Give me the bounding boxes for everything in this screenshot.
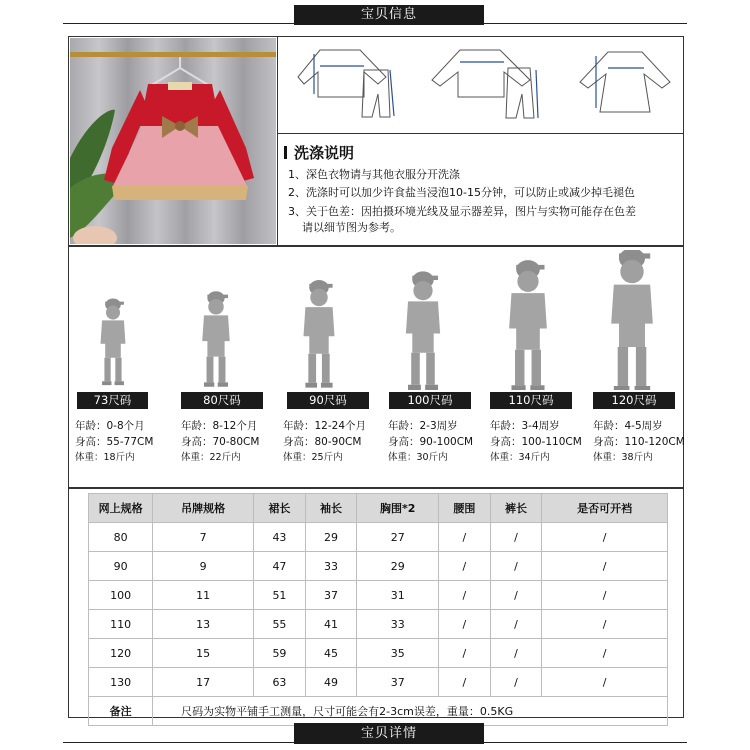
table-cell: 29 — [357, 552, 439, 581]
table-cell: 11 — [153, 581, 254, 610]
child-silhouettes — [70, 250, 682, 390]
section-title-details: 宝贝详情 — [294, 723, 484, 744]
table-cell: 35 — [357, 639, 439, 668]
table-header: 腰围 — [439, 494, 491, 523]
table-cell: 7 — [153, 523, 254, 552]
table-cell: / — [439, 581, 491, 610]
table-cell: 31 — [357, 581, 439, 610]
table-cell: 120 — [89, 639, 153, 668]
size-tag-90: 90尺码 — [287, 392, 369, 409]
table-cell: 90 — [89, 552, 153, 581]
size-info-120: 年龄：4-5周岁 身高：110-120CM 体重：38斤内 — [593, 420, 685, 463]
table-cell: 9 — [153, 552, 254, 581]
table-cell: 17 — [153, 668, 254, 697]
table-cell: 130 — [89, 668, 153, 697]
table-cell: / — [542, 639, 668, 668]
table-cell: 33 — [305, 552, 357, 581]
table-cell: / — [439, 610, 491, 639]
table-cell: / — [490, 581, 542, 610]
table-cell: / — [542, 523, 668, 552]
table-cell: 49 — [305, 668, 357, 697]
size-tag-100: 100尺码 — [389, 392, 471, 409]
table-cell: / — [490, 668, 542, 697]
table-cell: 43 — [254, 523, 306, 552]
care-line: 2、洗涤时可以加少许食盐当浸泡10-15分钟，可以防止或减少掉毛褪色 — [288, 186, 635, 199]
table-cell: / — [439, 552, 491, 581]
table-note-row — [89, 697, 668, 726]
table-cell: 63 — [254, 668, 306, 697]
table-header: 裤长 — [490, 494, 542, 523]
care-line: 3、关于色差：因拍摄环境光线及显示器差异，图片与实物可能存在色差 — [288, 205, 636, 218]
size-tag-73: 73尺码 — [77, 392, 148, 409]
table-cell: / — [439, 523, 491, 552]
size-info-90: 年龄：12-24个月 身高：80-90CM 体重：25斤内 — [283, 420, 367, 463]
table-row — [89, 552, 668, 581]
table-row — [89, 610, 668, 639]
table-cell: 110 — [89, 610, 153, 639]
table-row — [89, 639, 668, 668]
table-row — [89, 668, 668, 697]
table-cell: 47 — [254, 552, 306, 581]
table-cell: / — [490, 552, 542, 581]
table-row — [89, 581, 668, 610]
table-cell: / — [542, 610, 668, 639]
table-header: 吊牌规格 — [153, 494, 254, 523]
size-info-73: 年龄：0-8个月 身高：55-77CM 体重：18斤内 — [75, 420, 154, 463]
table-header: 是否可开裆 — [542, 494, 668, 523]
table-cell: / — [439, 639, 491, 668]
care-instructions-title: 洗涤说明 — [284, 142, 354, 163]
table-header: 袖长 — [305, 494, 357, 523]
table-cell: 59 — [254, 639, 306, 668]
care-line: 1、深色衣物请与其他衣服分开洗涤 — [288, 168, 460, 181]
care-line: 请以细节图为参考。 — [302, 221, 401, 234]
table-cell: / — [542, 552, 668, 581]
table-cell: 55 — [254, 610, 306, 639]
table-cell: 15 — [153, 639, 254, 668]
size-tag-110: 110尺码 — [490, 392, 572, 409]
size-tag-80: 80尺码 — [181, 392, 263, 409]
divider — [277, 36, 278, 246]
product-photo — [70, 38, 276, 244]
table-cell: 27 — [357, 523, 439, 552]
table-cell: 41 — [305, 610, 357, 639]
note-text: 尺码为实物平铺手工测量，尺寸可能会有2-3cm误差，重量：0.5KG — [153, 697, 668, 726]
table-header: 网上规格 — [89, 494, 153, 523]
table-cell: 37 — [357, 668, 439, 697]
table-header: 裙长 — [254, 494, 306, 523]
table-cell: / — [490, 523, 542, 552]
table-cell: 13 — [153, 610, 254, 639]
table-cell: 45 — [305, 639, 357, 668]
table-cell: / — [490, 610, 542, 639]
size-table — [88, 493, 668, 726]
size-tag-120: 120尺码 — [593, 392, 675, 409]
table-cell: / — [490, 639, 542, 668]
table-cell: 37 — [305, 581, 357, 610]
table-cell: 51 — [254, 581, 306, 610]
section-title-info: 宝贝信息 — [294, 5, 484, 25]
title-bar-icon — [284, 146, 287, 159]
table-cell: 100 — [89, 581, 153, 610]
table-row — [89, 523, 668, 552]
table-cell: 33 — [357, 610, 439, 639]
note-label: 备注 — [89, 697, 153, 726]
table-cell: / — [542, 668, 668, 697]
table-cell: / — [439, 668, 491, 697]
size-info-110: 年龄：3-4周岁 身高：100-110CM 体重：34斤内 — [490, 420, 582, 463]
size-info-80: 年龄：8-12个月 身高：70-80CM 体重：22斤内 — [181, 420, 260, 463]
divider — [277, 133, 684, 134]
table-header-row — [89, 494, 668, 523]
table-cell: 80 — [89, 523, 153, 552]
size-info-100: 年龄：2-3周岁 身高：90-100CM 体重：30斤内 — [388, 420, 474, 463]
table-header: 胸围*2 — [357, 494, 439, 523]
table-cell: 29 — [305, 523, 357, 552]
table-cell: / — [542, 581, 668, 610]
measurement-diagram — [290, 42, 680, 130]
